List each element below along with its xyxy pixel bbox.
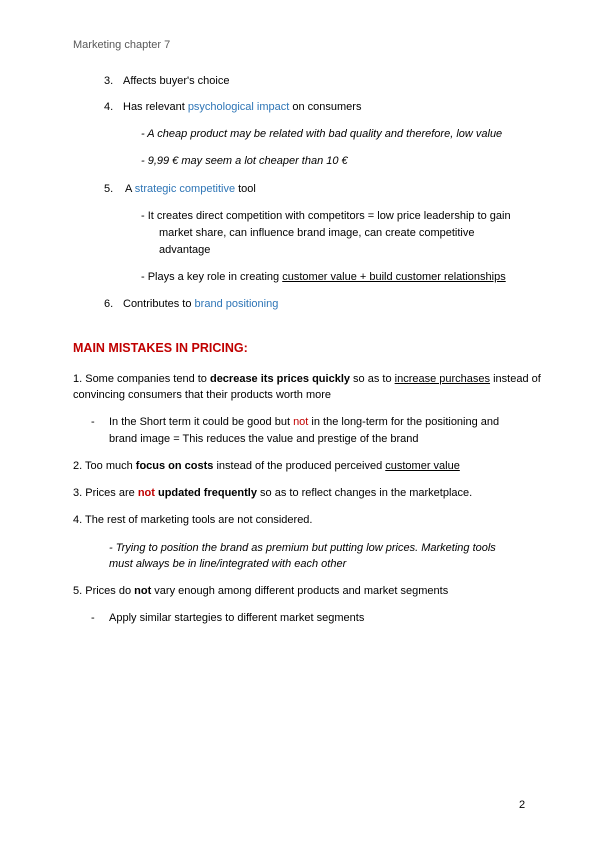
sub-item-text: - A cheap product may be related with bad quality and therefore, low value [141,128,503,140]
text-run: on consumers [289,101,362,113]
page-number: 2 [519,799,526,811]
bullet-text: Apply similar startegies to different market segments [109,612,365,624]
paragraph [73,485,472,502]
highlight-term: psychological impact [187,101,290,113]
bold-term: focus on costs [135,460,214,472]
text-run: 2. Too much [73,460,136,472]
sub-item-text: market share, can influence brand image, can create competitive [159,227,475,239]
text-run: so as to [350,373,395,385]
list-item-text [125,181,256,198]
sub-item-text [141,269,506,286]
list-item-text [123,99,361,116]
section-heading: MAIN MISTAKES IN PRICING: [73,341,248,355]
emphasis-word: not [137,487,155,499]
sub-item-text: - 9,99 € may seem a lot cheaper than 10 € [141,155,348,167]
paragraph-line: convincing consumers that their products worth more [73,389,332,401]
text-run: Has relevant [123,101,188,113]
text-run: so as to reflect changes in the marketplace. [256,487,473,499]
list-number: 5. [104,183,114,195]
text-run: Contributes to [123,298,195,310]
list-number: 4. [104,101,114,113]
text-run: instead of [490,373,541,385]
emphasis-word: not [293,416,309,428]
bullet-text: brand image = This reduces the value and prestige of the brand [109,433,419,445]
paragraph [73,371,541,388]
text-run: in the long-term for the positioning and [308,416,500,428]
bold-term: decrease its prices quickly [209,373,350,385]
running-header: Marketing chapter 7 [73,39,171,51]
sub-item-text: - It creates direct competition with competitors = low price leadership to gain [141,210,511,222]
bullet-dash: - [91,416,95,428]
list-number: 6. [104,298,114,310]
text-run: - Plays a key role in creating [141,271,283,283]
highlight-term: strategic competitive [134,183,236,195]
paragraph [73,458,460,475]
sub-item-text: must always be in line/integrated with each other [109,558,347,570]
text-run: 1. Some companies tend to [73,373,210,385]
bold-term: updated frequently [154,487,257,499]
underlined-term: increase purchases [394,373,491,385]
list-number: 3. [104,75,114,87]
text-run: vary enough among different products and market segments [151,585,449,597]
list-item-text: Affects buyer's choice [123,75,230,87]
bold-term: not [134,585,152,597]
highlight-term: brand positioning [194,298,279,310]
list-item-text [123,296,278,313]
text-run: 3. Prices are [73,487,138,499]
text-run: 5. Prices do [73,585,135,597]
sub-item-text: advantage [159,244,211,256]
bullet-text [109,414,499,431]
sub-item-text: - Trying to position the brand as premium but putting low prices. Marketing tools [109,542,496,554]
text-run: instead of the produced perceived [213,460,386,472]
underlined-term: customer value + build customer relationships [282,271,506,283]
bullet-dash: - [91,612,95,624]
paragraph: 4. The rest of marketing tools are not considered. [73,514,313,526]
text-run: tool [235,183,256,195]
text-run: In the Short term it could be good but [109,416,294,428]
paragraph [73,583,448,600]
text-run: A [125,183,135,195]
underlined-term: customer value [385,460,460,472]
